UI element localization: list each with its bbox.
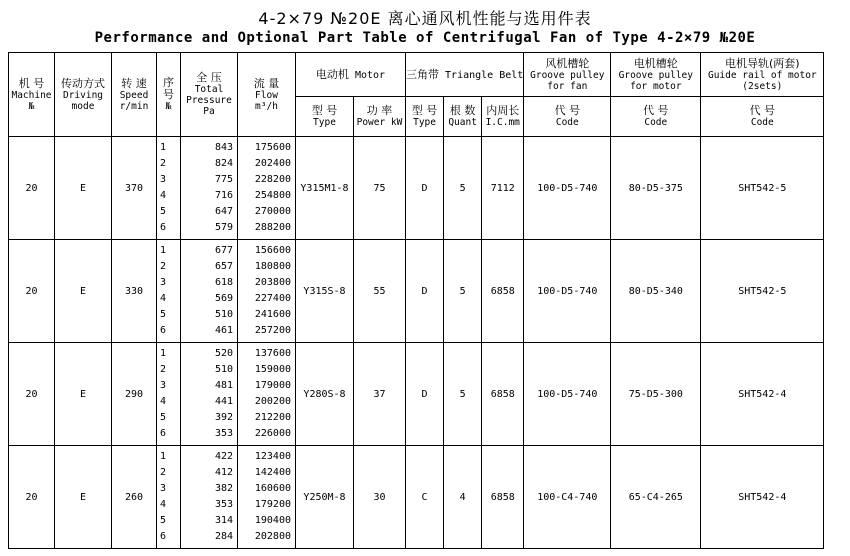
flow-cell-value: 202400	[254, 158, 291, 169]
header-total-pressure: 全 压 Total Pressure Pa	[181, 53, 238, 137]
total-pressure-cell-value: 647	[214, 206, 233, 217]
header-row-1	[9, 53, 824, 97]
motor-type-cell: Y250M-8	[296, 446, 354, 549]
flow-cell-value: 156600	[254, 245, 291, 256]
flow-cell-value: 257200	[254, 325, 291, 336]
total-pressure-cell-value: 775	[214, 174, 233, 185]
flow-cell-value: 180800	[254, 261, 291, 272]
motor-type-cell: Y280S-8	[296, 343, 354, 446]
total-pressure-cell	[181, 343, 238, 446]
motor-pulley-code-cell: 80-D5-375	[611, 137, 701, 240]
fan-pulley-code-cell: 100-C4-740	[524, 446, 611, 549]
sequence-cell-value: 3	[160, 483, 167, 494]
header-motor-pulley: 电机槽轮 Groove pulley for motor	[611, 53, 701, 97]
header-guide-rail-code: 代 号 Code	[701, 97, 824, 137]
driving-mode-cell: E	[55, 137, 112, 240]
sequence-cell-value: 5	[160, 206, 167, 217]
flow-cell-value: 212200	[254, 412, 291, 423]
title-english: Performance and Optional Part Table of Centrifugal Fan of Type 4-2×79 №20E	[94, 30, 756, 46]
header-motor-type: 型 号 Type	[296, 97, 354, 137]
motor-pulley-code-cell: 80-D5-340	[611, 240, 701, 343]
power-cell: 75	[354, 137, 406, 240]
sequence-cell-value: 5	[160, 515, 167, 526]
belt-quantity-cell: 5	[444, 240, 482, 343]
belt-type-cell: D	[406, 240, 444, 343]
inner-circumference-cell: 6858	[482, 240, 524, 343]
motor-type-cell: Y315M1-8	[296, 137, 354, 240]
total-pressure-cell-value: 461	[214, 325, 233, 336]
belt-quantity-cell: 5	[444, 137, 482, 240]
machine-number-cell: 20	[9, 446, 55, 549]
header-machine: 机 号 Machine №	[9, 53, 55, 137]
machine-number-cell: 20	[9, 240, 55, 343]
driving-mode-cell: E	[55, 343, 112, 446]
power-cell: 30	[354, 446, 406, 549]
inner-circumference-cell: 6858	[482, 446, 524, 549]
header-inner-circumference: 内周长 I.C.mm	[482, 97, 524, 137]
power-cell: 55	[354, 240, 406, 343]
header-belt-type: 型 号 Type	[406, 97, 444, 137]
total-pressure-cell-value: 422	[214, 451, 233, 462]
flow-cell-value: 228200	[254, 174, 291, 185]
table-row	[9, 240, 824, 343]
total-pressure-cell-value: 510	[214, 309, 233, 320]
sequence-cell-value: 2	[160, 364, 167, 375]
speed-cell: 290	[112, 343, 157, 446]
total-pressure-cell-value: 520	[214, 348, 233, 359]
header-motor: 电动机 Motor	[296, 53, 406, 97]
flow-cell-value: 159000	[254, 364, 291, 375]
header-fan-pulley-code: 代 号 Code	[524, 97, 611, 137]
total-pressure-cell-value: 441	[214, 396, 233, 407]
inner-circumference-cell: 7112	[482, 137, 524, 240]
sequence-cell-value: 2	[160, 158, 167, 169]
sequence-cell-value: 5	[160, 412, 167, 423]
total-pressure-cell-value: 392	[214, 412, 233, 423]
flow-cell-value: 142400	[254, 467, 291, 478]
sequence-cell-value: 5	[160, 309, 167, 320]
header-driving-mode: 传动方式 Driving mode	[55, 53, 112, 137]
table-body	[9, 137, 824, 549]
flow-cell-value: 254800	[254, 190, 291, 201]
machine-number-cell: 20	[9, 137, 55, 240]
guide-rail-code-cell: SHT542-5	[701, 137, 824, 240]
sequence-cell-value: 1	[160, 451, 167, 462]
flow-cell-value: 200200	[254, 396, 291, 407]
flow-cell-value: 226000	[254, 428, 291, 439]
total-pressure-cell-value: 412	[214, 467, 233, 478]
total-pressure-cell-value: 843	[214, 142, 233, 153]
flow-cell-value: 190400	[254, 515, 291, 526]
header-motor-pulley-code: 代 号 Code	[611, 97, 701, 137]
header-triangle-belt: 三角带 Triangle Belt	[406, 53, 524, 97]
fan-pulley-code-cell: 100-D5-740	[524, 137, 611, 240]
motor-pulley-code-cell: 75-D5-300	[611, 343, 701, 446]
belt-type-cell: D	[406, 137, 444, 240]
flow-cell-value: 175600	[254, 142, 291, 153]
belt-type-cell: C	[406, 446, 444, 549]
sequence-cell-value: 4	[160, 293, 167, 304]
table-row	[9, 446, 824, 549]
flow-cell-value: 202800	[254, 531, 291, 542]
sequence-cell	[157, 240, 181, 343]
driving-mode-cell: E	[55, 446, 112, 549]
sequence-cell	[157, 343, 181, 446]
total-pressure-cell-value: 618	[214, 277, 233, 288]
belt-quantity-cell: 5	[444, 343, 482, 446]
sequence-cell-value: 1	[160, 142, 167, 153]
header-quantity: 根 数 Quant	[444, 97, 482, 137]
sequence-cell-value: 6	[160, 325, 167, 336]
flow-cell-value: 227400	[254, 293, 291, 304]
inner-circumference-cell: 6858	[482, 343, 524, 446]
speed-cell: 330	[112, 240, 157, 343]
title-chinese: 4-2×79 №20E 离心通风机性能与选用件表	[258, 9, 592, 28]
flow-cell-value: 241600	[254, 309, 291, 320]
sequence-cell-value: 2	[160, 467, 167, 478]
speed-cell: 370	[112, 137, 157, 240]
guide-rail-code-cell: SHT542-5	[701, 240, 824, 343]
header-speed: 转 速 Speed r/min	[112, 53, 157, 137]
flow-cell	[238, 343, 296, 446]
sequence-cell	[157, 446, 181, 549]
sequence-cell-value: 6	[160, 531, 167, 542]
header-fan-pulley: 风机槽轮 Groove pulley for fan	[524, 53, 611, 97]
flow-cell	[238, 137, 296, 240]
total-pressure-cell-value: 284	[214, 531, 233, 542]
belt-quantity-cell: 4	[444, 446, 482, 549]
sequence-cell-value: 1	[160, 245, 167, 256]
sequence-cell-value: 3	[160, 380, 167, 391]
total-pressure-cell-value: 353	[214, 428, 233, 439]
flow-cell-value: 137600	[254, 348, 291, 359]
motor-pulley-code-cell: 65-C4-265	[611, 446, 701, 549]
fan-pulley-code-cell: 100-D5-740	[524, 343, 611, 446]
header-guide-rail: 电机导轨(两套) Guide rail of motor (2sets)	[701, 53, 824, 97]
sequence-cell-value: 6	[160, 428, 167, 439]
speed-cell: 260	[112, 446, 157, 549]
total-pressure-cell-value: 657	[214, 261, 233, 272]
flow-cell-value: 288200	[254, 222, 291, 233]
total-pressure-cell	[181, 240, 238, 343]
sequence-cell-value: 6	[160, 222, 167, 233]
driving-mode-cell: E	[55, 240, 112, 343]
table-row	[9, 343, 824, 446]
sequence-cell-value: 3	[160, 174, 167, 185]
guide-rail-code-cell: SHT542-4	[701, 446, 824, 549]
total-pressure-cell-value: 824	[214, 158, 233, 169]
sequence-cell-value: 4	[160, 190, 167, 201]
performance-table	[8, 52, 824, 549]
total-pressure-cell-value: 353	[214, 499, 233, 510]
total-pressure-cell-value: 510	[214, 364, 233, 375]
header-flow: 流 量 Flow m³/h	[238, 53, 296, 137]
machine-number-cell: 20	[9, 343, 55, 446]
flow-cell-value: 270000	[254, 206, 291, 217]
flow-cell-value: 179000	[254, 380, 291, 391]
fan-pulley-code-cell: 100-D5-740	[524, 240, 611, 343]
sequence-cell	[157, 137, 181, 240]
total-pressure-cell-value: 716	[214, 190, 233, 201]
sequence-cell-value: 2	[160, 261, 167, 272]
flow-cell	[238, 240, 296, 343]
total-pressure-cell	[181, 137, 238, 240]
table-row	[9, 137, 824, 240]
flow-cell-value: 179200	[254, 499, 291, 510]
sequence-cell-value: 1	[160, 348, 167, 359]
flow-cell	[238, 446, 296, 549]
header-sequence: 序 号 №	[157, 53, 181, 137]
guide-rail-code-cell: SHT542-4	[701, 343, 824, 446]
total-pressure-cell-value: 382	[214, 483, 233, 494]
total-pressure-cell-value: 569	[214, 293, 233, 304]
flow-cell-value: 203800	[254, 277, 291, 288]
total-pressure-cell-value: 314	[214, 515, 233, 526]
total-pressure-cell-value: 579	[214, 222, 233, 233]
motor-type-cell: Y315S-8	[296, 240, 354, 343]
sequence-cell-value: 4	[160, 499, 167, 510]
flow-cell-value: 123400	[254, 451, 291, 462]
power-cell: 37	[354, 343, 406, 446]
sequence-cell-value: 4	[160, 396, 167, 407]
belt-type-cell: D	[406, 343, 444, 446]
sequence-cell-value: 3	[160, 277, 167, 288]
total-pressure-cell-value: 481	[214, 380, 233, 391]
total-pressure-cell	[181, 446, 238, 549]
flow-cell-value: 160600	[254, 483, 291, 494]
header-power: 功 率 Power kW	[354, 97, 406, 137]
total-pressure-cell-value: 677	[214, 245, 233, 256]
